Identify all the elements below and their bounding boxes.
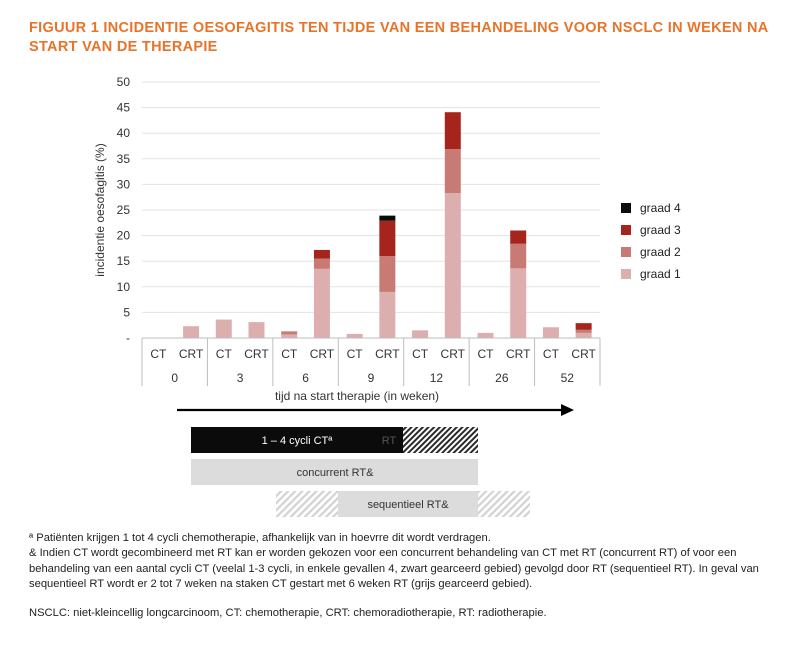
x-group-label: 6 <box>302 371 309 385</box>
y-tick-label: 15 <box>116 254 130 269</box>
ct-hatched-bar <box>403 427 478 453</box>
x-group-label: 12 <box>429 371 444 385</box>
y-tick-label: 20 <box>116 228 130 243</box>
legend-swatch <box>621 269 631 279</box>
footnote-b: & Indien CT wordt gecombineerd met RT kan er worden gekozen voor een concurrent behandeling van CT met RT (concurrent RT) of voor een behandeling van een aantal cycli CT (veelal 1-3 cycli, in enkele gevallen 4, zwart gearceerd gebied) gevolgd door RT (sequentieel RT). In geval van sequentieel RT wordt er 2 tot 7 weken na staken CT gestart met 6 weken RT (grijs gearceerd gebied). <box>29 547 759 590</box>
y-tick-label: 35 <box>116 151 130 166</box>
bar-segment <box>249 322 265 338</box>
bar-segment <box>216 320 232 338</box>
x-subcategory-label: CT <box>281 347 298 361</box>
bar-segment <box>379 221 395 256</box>
x-axis-table <box>142 338 600 386</box>
figure-title: FIGUUR 1 INCIDENTIE OESOFAGITIS TEN TIJDE VAN EEN BEHANDELING VOOR NSCLC IN WEKEN NA START VAN DE THERAPIE <box>29 20 768 55</box>
y-axis-ticks <box>117 75 131 345</box>
legend-swatch <box>621 247 631 257</box>
x-subcategory-label: CT <box>477 347 494 361</box>
y-tick-label: 45 <box>116 100 130 115</box>
y-tick-label: 30 <box>116 177 130 192</box>
legend-label: graad 1 <box>640 267 681 281</box>
ct-bar-label: 1 – 4 cycli CTª <box>261 435 333 447</box>
x-subcategory-label: CT <box>150 347 167 361</box>
x-group-label: 52 <box>560 371 574 385</box>
y-tick-label: - <box>126 331 130 345</box>
bar-segment <box>445 149 461 193</box>
bar-segment <box>478 333 494 338</box>
y-axis-label: incidentie oesofagitis (%) <box>93 143 107 277</box>
sequential-hatched-right <box>478 491 530 517</box>
y-tick-label: 25 <box>116 203 130 217</box>
bar-segment <box>281 334 297 338</box>
x-subcategory-label: CRT <box>505 347 531 361</box>
legend-label: graad 2 <box>640 245 681 259</box>
concurrent-rt-label: concurrent RT& <box>296 467 374 479</box>
bar-segment <box>576 330 592 333</box>
x-subcategory-label: CRT <box>244 347 269 361</box>
y-tick-label: 40 <box>116 126 130 141</box>
bar-segment <box>281 331 297 334</box>
legend <box>621 201 681 281</box>
bar-segment <box>576 333 592 338</box>
bars <box>183 112 592 338</box>
bar-segment <box>183 326 199 338</box>
x-group-label: 26 <box>495 371 509 385</box>
y-tick-label: 10 <box>116 279 130 294</box>
bar-segment <box>510 244 526 269</box>
bar-segment <box>412 330 428 338</box>
bar-segment <box>543 327 559 338</box>
x-group-label: 0 <box>171 371 179 385</box>
legend-label: graad 3 <box>640 223 681 237</box>
x-subcategory-label: CT <box>215 347 232 361</box>
footnote-a: ª Patiënten krijgen 1 tot 4 cycli chemotherapie, afhankelijk van in hoevrre dit wordt verdragen. <box>29 532 491 544</box>
x-subcategory-label: CRT <box>571 347 596 361</box>
bar-segment <box>314 259 330 269</box>
x-group-label: 9 <box>367 371 375 385</box>
x-subcategory-label: CRT <box>309 347 335 361</box>
x-subcategory-label: CRT <box>375 347 400 361</box>
bar-segment <box>379 216 395 221</box>
timeline-arrow-head <box>561 404 574 416</box>
x-subcategory-label: CT <box>412 347 429 361</box>
legend-label: graad 4 <box>640 201 681 215</box>
bar-segment <box>510 268 526 338</box>
bar-segment <box>347 334 363 338</box>
legend-swatch <box>621 203 631 213</box>
x-axis-label: tijd na start therapie (in weken) <box>274 389 440 403</box>
y-tick-label: 5 <box>123 305 130 320</box>
bar-segment <box>379 292 395 338</box>
x-subcategory-label: CT <box>542 347 559 361</box>
abbreviations: NSCLC: niet-kleincellig longcarcinoom, CT: chemotherapie, CRT: chemoradiotherapie, RT: radiotherapie. <box>29 607 547 620</box>
x-subcategory-label: CRT <box>440 347 466 361</box>
bar-segment <box>379 256 395 292</box>
bar-segment <box>510 230 526 243</box>
sequential-hatched-left <box>276 491 338 517</box>
bar-segment <box>576 323 592 330</box>
y-tick-label: 50 <box>116 75 130 89</box>
bar-segment <box>445 193 461 338</box>
gridlines <box>142 82 600 312</box>
x-subcategory-label: CRT <box>178 347 204 361</box>
bar-segment <box>445 112 461 149</box>
bar-segment <box>314 250 330 259</box>
x-group-label: 3 <box>236 371 244 385</box>
bar-segment <box>314 269 330 338</box>
rt-bar-label: RT <box>381 435 397 447</box>
legend-swatch <box>621 225 631 235</box>
footnotes <box>29 531 784 621</box>
x-subcategory-label: CT <box>346 347 363 361</box>
sequential-rt-label: sequentieel RT& <box>367 499 449 511</box>
